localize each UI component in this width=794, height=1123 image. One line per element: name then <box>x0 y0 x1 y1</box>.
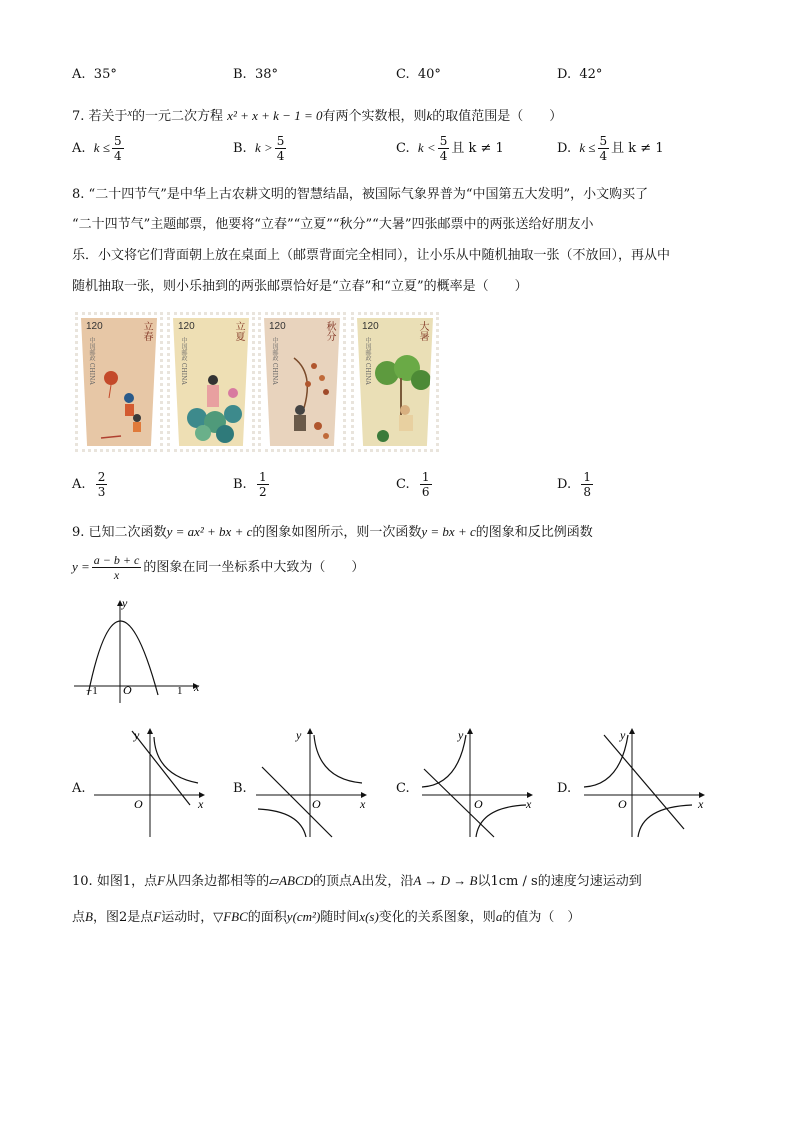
origin-label: O <box>123 683 132 697</box>
svg-text:O: O <box>134 797 143 811</box>
hyperbola-branch-1 <box>422 735 466 787</box>
hyperbola-branch-1 <box>314 735 362 783</box>
q10-stem-line2: 点B，图2是点F运动时，▽FBC的面积y(cm²)随时间x(s)变化的关系图象，则a的值为（ ） <box>72 909 581 925</box>
svg-text:O: O <box>474 797 483 811</box>
q6-option-c[interactable]: C. 40° <box>396 67 441 82</box>
y-label: y <box>122 596 128 610</box>
q9-option-b-graph[interactable] <box>252 725 372 840</box>
q10-stem-line1: 10. 如图1，点F从四条边都相等的▱ABCD的顶点A出发，沿A → D → B以1cm / s的速度匀速运动到 <box>72 873 642 889</box>
stamp-dashu: 120 大暑 中国邮政 CHINA <box>351 312 439 452</box>
q9-option-c-label[interactable]: C. <box>396 781 410 796</box>
tick-neg1: −1 <box>86 685 98 697</box>
svg-text:y: y <box>134 728 140 742</box>
q9-option-b-label[interactable]: B. <box>233 781 247 796</box>
line-graph <box>132 731 190 805</box>
q7-option-d[interactable]: D. k ≤ $\frac{5}{4}$ 且 k ≠ 1 <box>557 134 664 163</box>
q7-option-c[interactable]: C. k < $\frac{5}{4}$ 且 k ≠ 1 <box>396 134 504 163</box>
q9-parabola-graph <box>70 595 210 705</box>
line-graph <box>262 767 332 837</box>
q7-option-a[interactable]: A. k ≤ $\frac{5}{4}$ <box>72 134 122 163</box>
q9-option-d-label[interactable]: D. <box>557 781 572 796</box>
hyperbola-branch-2 <box>638 805 692 837</box>
q9-stem-line1: 9. 已知二次函数y = ax² + bx + c的图象如图所示，则一次函数y = bx + c的图象和反比例函数 <box>72 524 593 540</box>
x-label: x <box>194 680 200 694</box>
q8-option-d[interactable]: D. $\frac{1}{8}$ <box>557 470 591 499</box>
stamp-lixia: 120 立夏 中国邮政 CHINA <box>167 312 255 452</box>
stamp-lichun: 120 立春 中国邮政 CHINA <box>75 312 163 452</box>
svg-text:y: y <box>620 728 626 742</box>
q9-stem-line2: y = $\frac{a - b + c}{x}$ 的图象在同一坐标系中大致为（ ） <box>72 553 365 582</box>
q8-option-a[interactable]: A. $\frac{2}{3}$ <box>72 470 106 499</box>
q7-option-b[interactable]: B. k > $\frac{5}{4}$ <box>233 134 285 163</box>
q6-option-b[interactable]: B. 38° <box>233 67 278 82</box>
q9-option-d-graph[interactable] <box>580 725 710 840</box>
svg-text:O: O <box>312 797 321 811</box>
svg-text:x: x <box>526 797 532 811</box>
hyperbola-branch-2 <box>258 809 306 837</box>
q8-option-b[interactable]: B. $\frac{1}{2}$ <box>233 470 267 499</box>
q7-stem: 7. 若关于$^x$的一元二次方程 x² + x + k − 1 = 0有两个实数根，则k的取值范围是（ ） <box>72 108 563 124</box>
q9-option-a-label[interactable]: A. <box>72 781 86 796</box>
hyperbola-branch <box>154 737 198 783</box>
hyperbola-branch-1 <box>584 735 628 787</box>
q9-option-a-graph[interactable] <box>90 725 210 840</box>
q6-option-d[interactable]: D. 42° <box>557 67 603 82</box>
hyperbola-branch-2 <box>476 805 526 837</box>
svg-text:y: y <box>296 728 302 742</box>
q6-option-a[interactable]: A. 35° <box>72 67 117 82</box>
q9-option-c-graph[interactable] <box>418 725 538 840</box>
svg-text:O: O <box>618 797 627 811</box>
stamp-qiufen: 120 秋分 中国邮政 CHINA <box>258 312 346 452</box>
q8-option-c[interactable]: C. $\frac{1}{6}$ <box>396 470 430 499</box>
svg-text:y: y <box>458 728 464 742</box>
line-graph <box>424 769 494 837</box>
line-graph <box>604 735 684 829</box>
svg-text:x: x <box>698 797 704 811</box>
svg-text:x: x <box>360 797 366 811</box>
svg-text:x: x <box>198 797 204 811</box>
tick-1: 1 <box>177 685 183 697</box>
